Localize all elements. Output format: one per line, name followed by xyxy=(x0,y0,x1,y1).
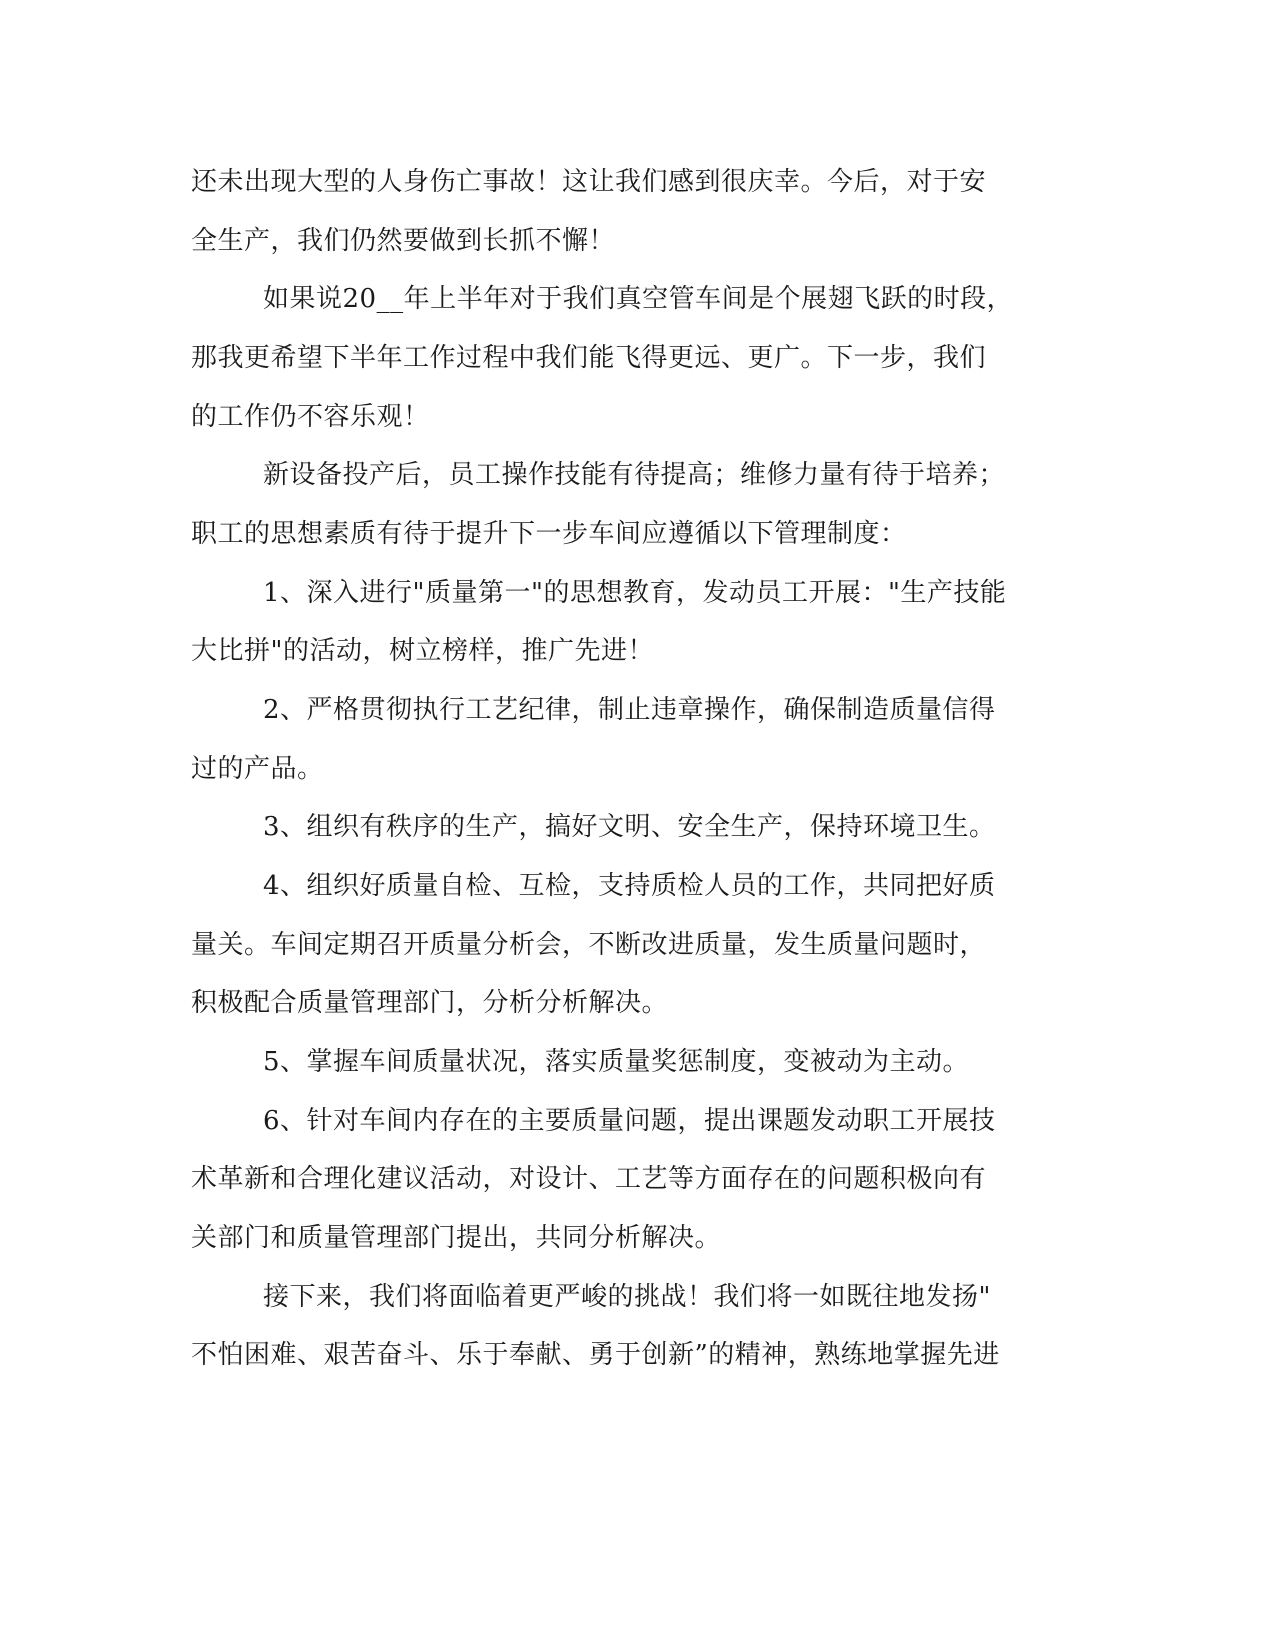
text-line: 2、严格贯彻执行工艺纪律，制止违章操作，确保制造质量信得 xyxy=(263,695,996,725)
text-line: 积极配合质量管理部门，分析分析解决。 xyxy=(191,988,669,1018)
text-line: 量关。车间定期召开质量分析会，不断改进质量，发生质量问题时， xyxy=(191,930,987,960)
text-line: 还未出现大型的人身伤亡事故！这让我们感到很庆幸。今后，对于安 xyxy=(191,167,987,197)
text-line: 5、掌握车间质量状况，落实质量奖惩制度，变被动为主动。 xyxy=(263,1047,970,1077)
text-line: 过的产品。 xyxy=(191,754,324,784)
text-line: 全生产，我们仍然要做到长抓不懈！ xyxy=(191,226,616,256)
text-line: 职工的思想素质有待于提升下一步车间应遵循以下管理制度： xyxy=(191,519,907,549)
text-line: 不怕困难、艰苦奋斗、乐于奉献、勇于创新”的精神，熟练地掌握先进 xyxy=(191,1340,1000,1370)
text-line: 1、深入进行"质量第一"的思想教育，发动员工开展："生产技能 xyxy=(263,578,1007,608)
text-line: 那我更希望下半年工作过程中我们能飞得更远、更广。下一步，我们 xyxy=(191,343,987,373)
text-line: 3、组织有秩序的生产，搞好文明、安全生产，保持环境卫生。 xyxy=(263,812,996,842)
text-line: 术革新和合理化建议活动，对设计、工艺等方面存在的问题积极向有 xyxy=(191,1164,987,1194)
text-line: 大比拼"的活动，树立榜样，推广先进！ xyxy=(191,636,654,666)
text-line: 4、组织好质量自检、互检，支持质检人员的工作，共同把好质 xyxy=(263,871,996,901)
text-line: 接下来，我们将面临着更严峻的挑战！我们将一如既往地发扬" xyxy=(263,1282,991,1312)
text-line: 6、针对车间内存在的主要质量问题，提出课题发动职工开展技 xyxy=(263,1106,996,1136)
text-line: 如果说20__年上半年对于我们真空管车间是个展翅飞跃的时段， xyxy=(263,284,1014,314)
text-line: 新设备投产后，员工操作技能有待提高；维修力量有待于培养； xyxy=(263,460,1006,490)
text-line: 的工作仍不容乐观！ xyxy=(191,402,430,432)
text-line: 关部门和质量管理部门提出，共同分析解决。 xyxy=(191,1223,722,1253)
